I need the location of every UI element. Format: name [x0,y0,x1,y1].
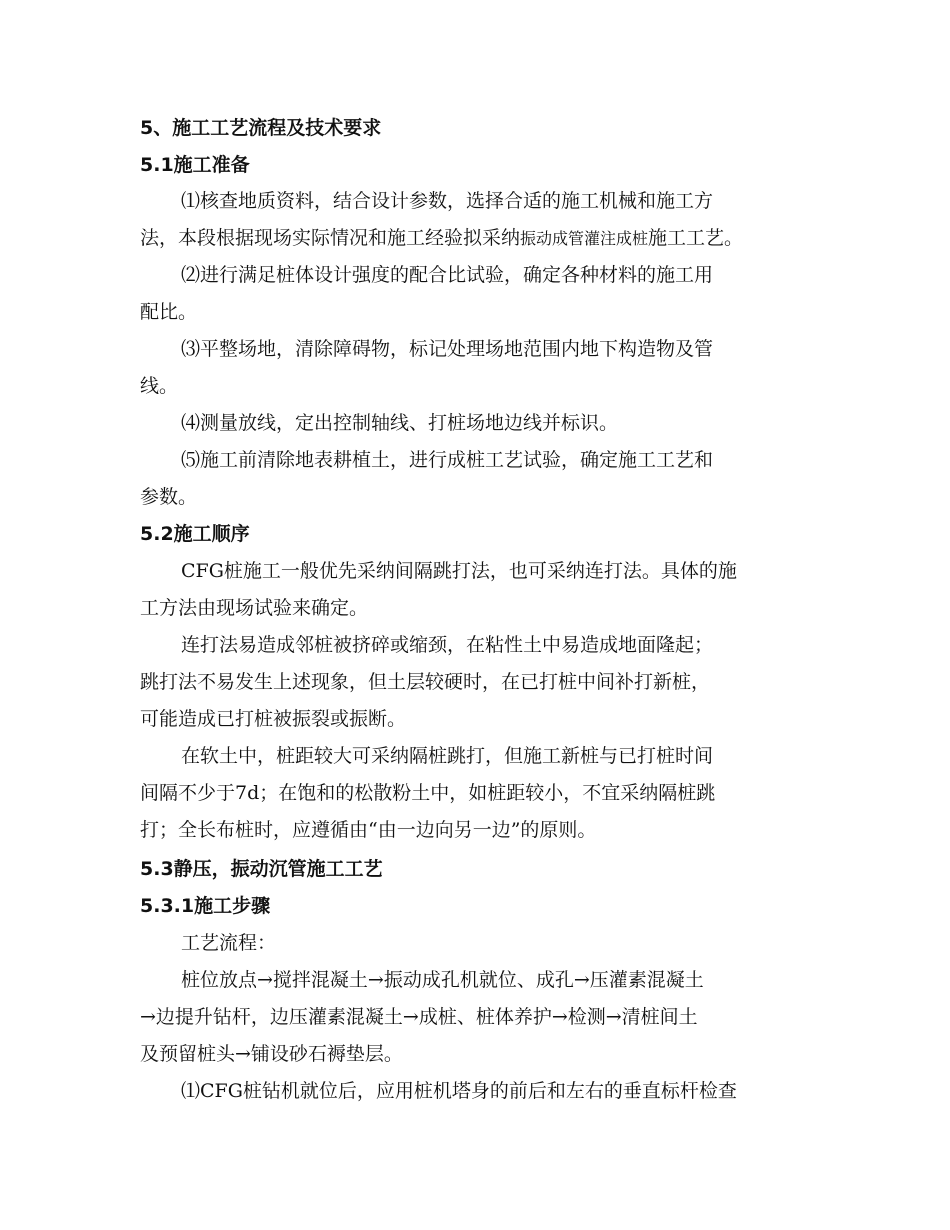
paragraph-6-line-2: 工方法由现场试验来确定。 [140,597,369,619]
paragraph-1-text-a: 法，本段根据现场实际情况和施工经验拟采纳 [140,227,521,249]
paragraph-6-line-1: CFG桩施工一般优先采纳间隔跳打法，也可采纳连打法。具体的施 [181,560,737,582]
paragraph-10-line-2: →边提升钻杆，边压灌素混凝土→成桩、桩体养护→检测→清桩间土 [140,1006,698,1028]
paragraph-7-line-2: 跳打法不易发生上述现象，但土层较硬时，在已打桩中间补打新桩， [140,671,711,693]
paragraph-8-line-1: 在软土中，桩距较大可采纳隔桩跳打，但施工新桩与已打桩时间 [181,745,714,767]
paragraph-10-line-3: 及预留桩头→铺设砂石褥垫层。 [140,1043,403,1065]
paragraph-11-line-1: ⑴CFG桩钻机就位后，应用桩机塔身的前后和左右的垂直标杆检查 [181,1080,737,1102]
section-heading-5-3-1: 5.3.1施工步骤 [140,895,271,917]
section-heading-5-2: 5.2施工顺序 [140,523,250,545]
paragraph-5-line-1: ⑸施工前清除地表耕植土，进行成桩工艺试验，确定施工工艺和 [181,449,714,471]
paragraph-1-text-c: 施工工艺。 [648,227,744,249]
paragraph-4-line-1: ⑷测量放线，定出控制轴线、打桩场地边线并标识。 [181,412,619,434]
paragraph-3-line-2: 线。 [140,375,179,397]
paragraph-8-line-3: 打；全长布桩时，应遵循由“由一边向另一边”的原则。 [140,819,597,841]
paragraph-5-line-2: 参数。 [140,486,198,508]
section-heading-5-3: 5.3静压，振动沉管施工工艺 [140,858,383,880]
paragraph-7-line-3: 可能造成已打桩被振裂或振断。 [140,708,407,730]
paragraph-2-line-2: 配比。 [140,301,198,323]
paragraph-8-line-2: 间隔不少于7d；在饱和的松散粉土中，如桩距较小，不宜采纳隔桩跳 [140,782,716,804]
paragraph-7-line-1: 连打法易造成邻桩被挤碎或缩颈，在粘性土中易造成地面隆起； [181,634,714,656]
paragraph-10-line-1: 桩位放点→搅拌混凝土→振动成孔机就位、成孔→压灌素混凝土 [181,969,704,991]
paragraph-2-line-1: ⑵进行满足桩体设计强度的配合比试验，确定各种材料的施工用 [181,264,714,286]
section-heading-5-1: 5.1施工准备 [140,154,250,176]
paragraph-3-line-1: ⑶平整场地，清除障碍物，标记处理场地范围内地下构造物及管 [181,338,714,360]
paragraph-9-line-1: 工艺流程： [181,932,277,954]
paragraph-1-line-2 [140,225,743,252]
section-heading-5: 5、施工工艺流程及技术要求 [140,117,382,139]
paragraph-1-line-1: ⑴核查地质资料，结合设计参数，选择合适的施工机械和施工方 [181,190,714,212]
paragraph-1-text-small: 振动成管灌注成桩 [520,229,649,248]
